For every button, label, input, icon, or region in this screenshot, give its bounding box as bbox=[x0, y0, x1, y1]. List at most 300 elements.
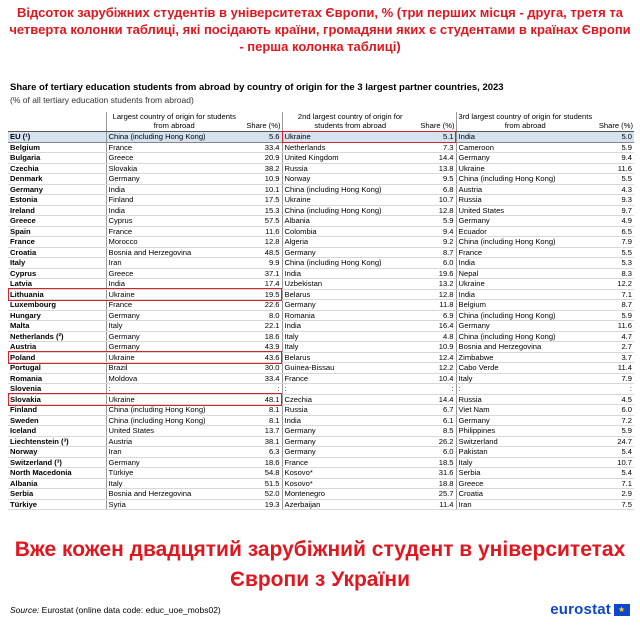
share-cell: 37.1 bbox=[242, 268, 282, 279]
country-cell: Luxembourg bbox=[8, 300, 106, 311]
share-cell: 13.7 bbox=[242, 426, 282, 437]
origin-cell: India bbox=[456, 132, 594, 143]
origin-cell: Cabo Verde bbox=[456, 363, 594, 374]
origin-cell: China (including Hong Kong) bbox=[282, 184, 418, 195]
share-cell: 5.9 bbox=[418, 216, 456, 227]
country-cell: Albania bbox=[8, 478, 106, 489]
origin-cell: Austria bbox=[106, 436, 242, 447]
share-cell: 12.8 bbox=[418, 289, 456, 300]
origin-cell: Netherlands bbox=[282, 142, 418, 153]
share-cell: 6.0 bbox=[418, 447, 456, 458]
origin-cell: France bbox=[106, 226, 242, 237]
table-row bbox=[8, 489, 634, 500]
share-cell: 6.3 bbox=[242, 447, 282, 458]
country-cell: Hungary bbox=[8, 310, 106, 321]
share-cell: 9.4 bbox=[594, 153, 634, 164]
origin-cell: Italy bbox=[456, 457, 594, 468]
country-cell: Latvia bbox=[8, 279, 106, 290]
table-row bbox=[8, 415, 634, 426]
origin-cell: Czechia bbox=[282, 394, 418, 405]
table-row bbox=[8, 237, 634, 248]
share-cell: 9.2 bbox=[418, 237, 456, 248]
origin-cell: Switzerland bbox=[456, 436, 594, 447]
share-cell: 19.3 bbox=[242, 499, 282, 510]
table-row bbox=[8, 174, 634, 185]
origin-cell: Italy bbox=[282, 331, 418, 342]
table-row bbox=[8, 226, 634, 237]
table-row bbox=[8, 447, 634, 458]
share-cell: 22.6 bbox=[242, 300, 282, 311]
origin-cell: Slovakia bbox=[106, 163, 242, 174]
country-cell: Spain bbox=[8, 226, 106, 237]
origin-cell: China (including Hong Kong) bbox=[456, 331, 594, 342]
table-header-row bbox=[8, 112, 634, 132]
share-cell: 5.3 bbox=[594, 258, 634, 269]
origin-cell: Germany bbox=[282, 447, 418, 458]
share-cell: 12.8 bbox=[418, 205, 456, 216]
origin-cell: : bbox=[456, 384, 594, 395]
table-row bbox=[8, 405, 634, 416]
share-cell: 5.5 bbox=[594, 247, 634, 258]
share-cell: 12.2 bbox=[594, 279, 634, 290]
country-cell: Malta bbox=[8, 321, 106, 332]
share-cell: 7.1 bbox=[594, 289, 634, 300]
share-cell: 8.5 bbox=[418, 426, 456, 437]
origin-cell: Pakistan bbox=[456, 447, 594, 458]
share-cell: 7.1 bbox=[594, 478, 634, 489]
origin-cell: Italy bbox=[282, 342, 418, 353]
share-cell: 15.3 bbox=[242, 205, 282, 216]
origin-cell: Uzbekistan bbox=[282, 279, 418, 290]
share-cell: 6.1 bbox=[418, 415, 456, 426]
share-cell: 11.8 bbox=[418, 300, 456, 311]
share-cell: 19.5 bbox=[242, 289, 282, 300]
country-cell: France bbox=[8, 237, 106, 248]
share-cell: 4.9 bbox=[594, 216, 634, 227]
share-cell: 9.5 bbox=[418, 174, 456, 185]
share-cell: 10.9 bbox=[242, 174, 282, 185]
table-subtitle: (% of all tertiary education students from abroad) bbox=[10, 95, 194, 105]
origin-cell: Türkiye bbox=[106, 468, 242, 479]
origin-cell: Zimbabwe bbox=[456, 352, 594, 363]
share-cell: 10.9 bbox=[418, 342, 456, 353]
origin-cell: Russia bbox=[282, 405, 418, 416]
origin-cell: China (including Hong Kong) bbox=[456, 237, 594, 248]
share-cell: 17.5 bbox=[242, 195, 282, 206]
country-cell: North Macedonia bbox=[8, 468, 106, 479]
country-cell: Netherlands (²) bbox=[8, 331, 106, 342]
origin-cell: Philippines bbox=[456, 426, 594, 437]
country-cell: Norway bbox=[8, 447, 106, 458]
table-row bbox=[8, 195, 634, 206]
table-row bbox=[8, 499, 634, 510]
source-text: Eurostat (online data code: educ_uoe_mobs02) bbox=[41, 605, 221, 615]
share-cell: 17.4 bbox=[242, 279, 282, 290]
origin-cell: Italy bbox=[106, 478, 242, 489]
country-cell: EU (¹) bbox=[8, 132, 106, 143]
origin-cell: Germany bbox=[106, 342, 242, 353]
share-cell: 5.1 bbox=[418, 132, 456, 143]
origin-cell: China (including Hong Kong) bbox=[456, 310, 594, 321]
origin-cell: Germany bbox=[106, 457, 242, 468]
origin-cell: Ukraine bbox=[282, 195, 418, 206]
origin-cell: Iran bbox=[106, 447, 242, 458]
share-cell: 38.2 bbox=[242, 163, 282, 174]
origin-cell: Greece bbox=[106, 268, 242, 279]
origin-cell: Bosnia and Herzegovina bbox=[106, 489, 242, 500]
table-row bbox=[8, 247, 634, 258]
origin-cell: Serbia bbox=[456, 468, 594, 479]
column-header: 2nd largest country of origin for students from abroad bbox=[282, 112, 418, 132]
origin-cell: France bbox=[282, 373, 418, 384]
table-row bbox=[8, 205, 634, 216]
origin-cell: India bbox=[106, 184, 242, 195]
origin-cell: : bbox=[282, 384, 418, 395]
share-cell: 10.1 bbox=[242, 184, 282, 195]
table-row bbox=[8, 142, 634, 153]
country-cell: Belgium bbox=[8, 142, 106, 153]
table-row bbox=[8, 457, 634, 468]
table-row bbox=[8, 342, 634, 353]
country-cell: Czechia bbox=[8, 163, 106, 174]
origin-cell: Kosovo* bbox=[282, 468, 418, 479]
origin-cell: Finland bbox=[106, 195, 242, 206]
origin-cell: Germany bbox=[106, 174, 242, 185]
share-cell: 5.5 bbox=[594, 174, 634, 185]
country-cell: Finland bbox=[8, 405, 106, 416]
share-cell: 7.3 bbox=[418, 142, 456, 153]
column-header: Share (%) bbox=[242, 112, 282, 132]
share-cell: 10.7 bbox=[418, 195, 456, 206]
share-cell: 7.5 bbox=[594, 499, 634, 510]
origin-cell: Nepal bbox=[456, 268, 594, 279]
origin-cell: Ecuador bbox=[456, 226, 594, 237]
origin-cell: Kosovo* bbox=[282, 478, 418, 489]
share-cell: 9.9 bbox=[242, 258, 282, 269]
share-cell: 5.6 bbox=[242, 132, 282, 143]
table-title: Share of tertiary education students from abroad by country of origin for the 3 largest partner countries, 2023 bbox=[10, 82, 504, 93]
share-cell: 24.7 bbox=[594, 436, 634, 447]
origin-cell: Greece bbox=[106, 153, 242, 164]
share-cell: 7.9 bbox=[594, 237, 634, 248]
share-cell: 8.0 bbox=[242, 310, 282, 321]
share-cell: 6.8 bbox=[418, 184, 456, 195]
origin-cell: France bbox=[456, 247, 594, 258]
origin-cell: India bbox=[282, 268, 418, 279]
origin-cell: United Kingdom bbox=[282, 153, 418, 164]
origin-cell: United States bbox=[456, 205, 594, 216]
share-cell: 51.5 bbox=[242, 478, 282, 489]
share-cell: 8.1 bbox=[242, 415, 282, 426]
country-cell: Greece bbox=[8, 216, 106, 227]
share-cell: 8.1 bbox=[242, 405, 282, 416]
origin-cell: Germany bbox=[456, 153, 594, 164]
origin-cell: India bbox=[456, 289, 594, 300]
origin-cell: Belarus bbox=[282, 289, 418, 300]
country-cell: Slovenia bbox=[8, 384, 106, 395]
share-cell: 6.7 bbox=[418, 405, 456, 416]
share-cell: 7.2 bbox=[594, 415, 634, 426]
data-table bbox=[8, 112, 634, 510]
table-row bbox=[8, 478, 634, 489]
table-row bbox=[8, 132, 634, 143]
share-cell: 14.4 bbox=[418, 394, 456, 405]
origin-cell: Italy bbox=[456, 373, 594, 384]
column-header: Largest country of origin for students from abroad bbox=[106, 112, 242, 132]
origin-cell: Brazil bbox=[106, 363, 242, 374]
origin-cell: Ukraine bbox=[106, 394, 242, 405]
origin-cell: Germany bbox=[106, 310, 242, 321]
share-cell: 13.2 bbox=[418, 279, 456, 290]
origin-cell: China (including Hong Kong) bbox=[456, 174, 594, 185]
origin-cell: Algeria bbox=[282, 237, 418, 248]
share-cell: 6.5 bbox=[594, 226, 634, 237]
share-cell: 8.7 bbox=[594, 300, 634, 311]
origin-cell: China (including Hong Kong) bbox=[106, 405, 242, 416]
share-cell: 11.4 bbox=[418, 499, 456, 510]
origin-cell: Russia bbox=[456, 195, 594, 206]
table-row bbox=[8, 268, 634, 279]
origin-cell: China (including Hong Kong) bbox=[282, 205, 418, 216]
origin-cell: Bosnia and Herzegovina bbox=[106, 247, 242, 258]
share-cell: 6.0 bbox=[594, 405, 634, 416]
share-cell: 2.7 bbox=[594, 342, 634, 353]
origin-cell: China (including Hong Kong) bbox=[106, 415, 242, 426]
table-body bbox=[8, 132, 634, 510]
table-row bbox=[8, 468, 634, 479]
share-cell: 43.6 bbox=[242, 352, 282, 363]
origin-cell: United States bbox=[106, 426, 242, 437]
share-cell: 3.7 bbox=[594, 352, 634, 363]
origin-cell: Germany bbox=[282, 300, 418, 311]
country-cell: Romania bbox=[8, 373, 106, 384]
share-cell: 6.0 bbox=[418, 258, 456, 269]
origin-cell: Viet Nam bbox=[456, 405, 594, 416]
share-cell: 9.7 bbox=[594, 205, 634, 216]
origin-cell: Germany bbox=[456, 321, 594, 332]
table-row bbox=[8, 352, 634, 363]
origin-cell: France bbox=[282, 457, 418, 468]
share-cell: 54.8 bbox=[242, 468, 282, 479]
origin-cell: Syria bbox=[106, 499, 242, 510]
origin-cell: Norway bbox=[282, 174, 418, 185]
origin-cell: Belarus bbox=[282, 352, 418, 363]
origin-cell: India bbox=[282, 415, 418, 426]
share-cell: 13.8 bbox=[418, 163, 456, 174]
origin-cell: France bbox=[106, 142, 242, 153]
share-cell: 11.6 bbox=[242, 226, 282, 237]
origin-cell: India bbox=[106, 279, 242, 290]
origin-cell: Ukraine bbox=[456, 279, 594, 290]
origin-cell: Bosnia and Herzegovina bbox=[456, 342, 594, 353]
origin-cell: Iran bbox=[456, 499, 594, 510]
share-cell: 19.6 bbox=[418, 268, 456, 279]
share-cell: 11.4 bbox=[594, 363, 634, 374]
country-cell: Estonia bbox=[8, 195, 106, 206]
share-cell: : bbox=[594, 384, 634, 395]
share-cell: 31.6 bbox=[418, 468, 456, 479]
table-row bbox=[8, 394, 634, 405]
share-cell: 10.4 bbox=[418, 373, 456, 384]
table-row bbox=[8, 184, 634, 195]
origin-cell: Azerbaijan bbox=[282, 499, 418, 510]
origin-cell: Ukraine bbox=[106, 352, 242, 363]
country-cell: Austria bbox=[8, 342, 106, 353]
share-cell: 18.6 bbox=[242, 331, 282, 342]
share-cell: 20.9 bbox=[242, 153, 282, 164]
origin-cell: Colombia bbox=[282, 226, 418, 237]
country-cell: Slovakia bbox=[8, 394, 106, 405]
share-cell: 4.7 bbox=[594, 331, 634, 342]
country-cell: Cyprus bbox=[8, 268, 106, 279]
table-row bbox=[8, 258, 634, 269]
origin-cell: Romania bbox=[282, 310, 418, 321]
table-row bbox=[8, 216, 634, 227]
column-header: Share (%) bbox=[418, 112, 456, 132]
origin-cell: Morocco bbox=[106, 237, 242, 248]
share-cell: 5.4 bbox=[594, 468, 634, 479]
share-cell: 10.7 bbox=[594, 457, 634, 468]
share-cell: 12.8 bbox=[242, 237, 282, 248]
share-cell: 18.5 bbox=[418, 457, 456, 468]
country-cell: Switzerland (³) bbox=[8, 457, 106, 468]
share-cell: 12.2 bbox=[418, 363, 456, 374]
column-header bbox=[8, 112, 106, 132]
origin-cell: Moldova bbox=[106, 373, 242, 384]
origin-cell: Ukraine bbox=[106, 289, 242, 300]
country-cell: Poland bbox=[8, 352, 106, 363]
country-cell: Sweden bbox=[8, 415, 106, 426]
table-row bbox=[8, 153, 634, 164]
table-row bbox=[8, 384, 634, 395]
country-cell: Portugal bbox=[8, 363, 106, 374]
share-cell: 14.4 bbox=[418, 153, 456, 164]
country-cell: Denmark bbox=[8, 174, 106, 185]
share-cell: 4.5 bbox=[594, 394, 634, 405]
share-cell: 33.4 bbox=[242, 373, 282, 384]
origin-cell: Greece bbox=[456, 478, 594, 489]
share-cell: 25.7 bbox=[418, 489, 456, 500]
origin-cell: China (including Hong Kong) bbox=[282, 258, 418, 269]
table-row bbox=[8, 331, 634, 342]
share-cell: 33.4 bbox=[242, 142, 282, 153]
share-cell: 12.4 bbox=[418, 352, 456, 363]
table-row bbox=[8, 310, 634, 321]
origin-cell: Germany bbox=[282, 247, 418, 258]
headline: Відсоток зарубіжних студентів в університетах Європи, % (три перших місця - друга, третя та четверта колонки таблиці, які посідають країни, громадяни яких є студентами в країнах Європи - перша колонка таблиці) bbox=[9, 5, 631, 54]
table-row bbox=[8, 321, 634, 332]
share-cell: 43.9 bbox=[242, 342, 282, 353]
share-cell: 5.4 bbox=[594, 447, 634, 458]
origin-cell: Croatia bbox=[456, 489, 594, 500]
share-cell: 18.8 bbox=[418, 478, 456, 489]
share-cell: 8.7 bbox=[418, 247, 456, 258]
share-cell: 8.3 bbox=[594, 268, 634, 279]
origin-cell: Iran bbox=[106, 258, 242, 269]
share-cell: 38.1 bbox=[242, 436, 282, 447]
source-note bbox=[10, 605, 221, 615]
table-row bbox=[8, 373, 634, 384]
origin-cell: India bbox=[456, 258, 594, 269]
source-label: Source: bbox=[10, 605, 40, 615]
eurostat-logo bbox=[550, 601, 630, 618]
table-row bbox=[8, 163, 634, 174]
share-cell: 5.9 bbox=[594, 310, 634, 321]
origin-cell: Russia bbox=[282, 163, 418, 174]
share-cell: 11.6 bbox=[594, 321, 634, 332]
column-header: 3rd largest country of origin for students from abroad bbox=[456, 112, 594, 132]
country-cell: Ireland bbox=[8, 205, 106, 216]
share-cell: : bbox=[418, 384, 456, 395]
share-cell: 5.9 bbox=[594, 426, 634, 437]
share-cell: 7.9 bbox=[594, 373, 634, 384]
share-cell: 57.5 bbox=[242, 216, 282, 227]
country-cell: Lithuania bbox=[8, 289, 106, 300]
logo-text: eurostat bbox=[550, 601, 611, 618]
origin-cell: Austria bbox=[456, 184, 594, 195]
bottom-banner: Вже кожен двадцятий зарубіжний студент в університетах Європи з України bbox=[14, 538, 626, 591]
country-cell: Iceland bbox=[8, 426, 106, 437]
share-cell: 9.4 bbox=[418, 226, 456, 237]
country-cell: Serbia bbox=[8, 489, 106, 500]
country-cell: Liechtenstein (³) bbox=[8, 436, 106, 447]
country-cell: Türkiye bbox=[8, 499, 106, 510]
share-cell: 6.9 bbox=[418, 310, 456, 321]
origin-cell: Germany bbox=[106, 331, 242, 342]
country-cell: Italy bbox=[8, 258, 106, 269]
share-cell: 16.4 bbox=[418, 321, 456, 332]
share-cell: 11.6 bbox=[594, 163, 634, 174]
origin-cell: Germany bbox=[282, 436, 418, 447]
table-row bbox=[8, 300, 634, 311]
share-cell: 5.0 bbox=[594, 132, 634, 143]
table-row bbox=[8, 279, 634, 290]
column-header: Share (%) bbox=[594, 112, 634, 132]
origin-cell: Italy bbox=[106, 321, 242, 332]
share-cell: 4.8 bbox=[418, 331, 456, 342]
origin-cell: Montenegro bbox=[282, 489, 418, 500]
origin-cell: Russia bbox=[456, 394, 594, 405]
share-cell: 22.1 bbox=[242, 321, 282, 332]
origin-cell: Cameroon bbox=[456, 142, 594, 153]
share-cell: 52.0 bbox=[242, 489, 282, 500]
share-cell: 4.3 bbox=[594, 184, 634, 195]
origin-cell: Germany bbox=[456, 216, 594, 227]
table-row bbox=[8, 426, 634, 437]
share-cell: 48.5 bbox=[242, 247, 282, 258]
country-cell: Germany bbox=[8, 184, 106, 195]
share-cell: 26.2 bbox=[418, 436, 456, 447]
origin-cell: Ukraine bbox=[456, 163, 594, 174]
table-row bbox=[8, 289, 634, 300]
share-cell: 48.1 bbox=[242, 394, 282, 405]
share-cell: 18.6 bbox=[242, 457, 282, 468]
origin-cell: Cyprus bbox=[106, 216, 242, 227]
origin-cell: France bbox=[106, 300, 242, 311]
origin-cell: Germany bbox=[282, 426, 418, 437]
share-cell: 30.0 bbox=[242, 363, 282, 374]
origin-cell: India bbox=[282, 321, 418, 332]
share-cell: 5.9 bbox=[594, 142, 634, 153]
eu-flag-icon bbox=[614, 604, 630, 616]
origin-cell: Guinea-Bissau bbox=[282, 363, 418, 374]
share-cell: 9.3 bbox=[594, 195, 634, 206]
table-row bbox=[8, 363, 634, 374]
share-cell: : bbox=[242, 384, 282, 395]
share-cell: 2.9 bbox=[594, 489, 634, 500]
origin-cell: Germany bbox=[456, 415, 594, 426]
origin-cell: Ukraine bbox=[282, 132, 418, 143]
